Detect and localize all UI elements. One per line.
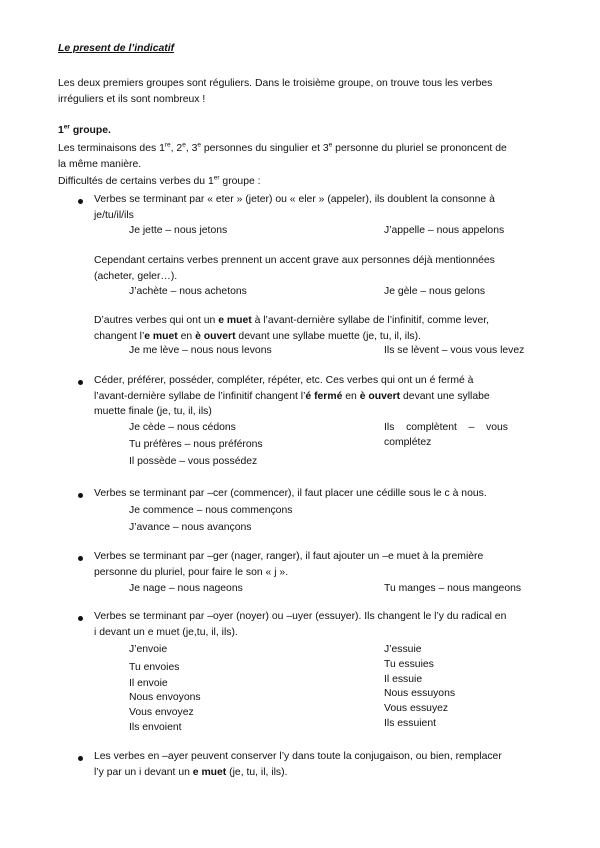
b5-left-1: J’envoie [129,644,168,655]
b3-line-1: Verbes se terminant par –cer (commencer), il faut placer une cédille sous le c à nous. [94,488,487,499]
bullet-6-icon [78,756,83,761]
b5-left-4: Nous envoyons [129,692,201,703]
b2-example-1: Je cède – nous cédons [129,422,236,433]
bullet-4-icon [78,556,83,561]
group-heading: 1er groupe. [58,123,111,136]
bullet-2-icon [78,380,83,385]
b2-line-2: l’avant-dernière syllabe de l’infinitif changent l’é fermé en è ouvert devant une syllabe [94,391,490,402]
b1-line-2: je/tu/il/ils [94,210,134,221]
b5-right-4: Nous essuyons [384,688,456,699]
b4-example-right: Tu manges – nous mangeons [384,583,522,594]
b5-left-2: Tu envoies [129,662,180,673]
terminations-line-2: la même manière. [58,159,142,170]
b5-left-6: Ils envoient [129,722,182,733]
b6-line-1: Les verbes en –ayer peuvent conserver l’y dans toute la conjugaison, ou bien, remplacer [94,751,502,762]
b6-line-2: l’y par un i devant un e muet (je, tu, il, ils). [94,767,288,778]
b5-right-5: Vous essuyez [384,703,449,714]
b2-example-3: Il possède – vous possédez [129,456,258,467]
b5-line-2: i devant un e muet (je,tu, il, ils). [94,627,238,638]
b5-left-5: Vous envoyez [129,707,194,718]
b2-example-2: Tu préfères – nous préférons [129,439,263,450]
difficulties-intro: Difficultés de certains verbes du 1er groupe : [58,174,261,187]
bullet-3-icon [78,493,83,498]
b5-right-6: Ils essuient [384,718,436,729]
page-title: Le present de l’indicatif [58,43,175,54]
b3-example-1: Je commence – nous commençons [129,505,293,516]
b5-right-2: Tu essuies [384,659,434,670]
b1-p2-line-2: (acheter, geler…). [94,271,178,282]
b3-example-2: J’avance – nous avançons [129,522,252,533]
intro-line-1: Les deux premiers groupes sont réguliers. Dans le troisième groupe, on trouve tous les verbes [58,78,493,89]
terminations-line-1: Les terminaisons des 1re, 2e, 3e personnes du singulier et 3e personne du pluriel se prononcent de [58,141,507,154]
b2-example-right-line-1: Ils complètent – vous [384,422,508,433]
b1-p2-line-1: Cependant certains verbes prennent un accent grave aux personnes déjà mentionnées [94,255,495,266]
bullet-1-icon [78,199,83,204]
bullet-5-icon [78,616,83,621]
b5-right-3: Il essuie [384,674,423,685]
b1-example-right: J’appelle – nous appelons [384,225,505,236]
b1-example3-left: Je me lève – nous nous levons [129,345,272,356]
b1-example-left: Je jette – nous jetons [129,225,228,236]
b1-p3-line-1: D’autres verbes qui ont un e muet à l’avant-dernière syllabe de l’infinitif, comme lever, [94,315,490,326]
b1-line-1: Verbes se terminant par « eter » (jeter) ou « eler » (appeler), ils doublent la consonne à [94,194,495,205]
b5-line-1: Verbes se terminant par –oyer (noyer) ou –uyer (essuyer). Ils changent le l’y du radical en [94,611,507,622]
b1-example2-right: Je gèle – nous gelons [384,286,486,297]
b1-example3-right: Ils se lèvent – vous vous levez [384,345,525,356]
b2-line-1: Céder, préférer, posséder, compléter, répéter, etc. Ces verbes qui ont un é fermé à [94,375,474,386]
b4-line-1: Verbes se terminant par –ger (nager, ranger), il faut ajouter un –e muet à la première [94,551,484,562]
b1-p3-line-2: changent l’e muet en è ouvert devant une syllabe muette (je, tu, il, ils). [94,331,421,342]
b1-example2-left: J’achète – nous achetons [129,286,247,297]
b2-line-3: muette finale (je, tu, il, ils) [94,406,212,417]
intro-line-2: irréguliers et ils sont nombreux ! [58,94,206,105]
b5-right-1: J’essuie [384,644,422,655]
b4-line-2: personne du pluriel, pour faire le son « j ». [94,567,289,578]
b2-example-right-line-2: complétez [384,437,432,448]
b5-left-3: Il envoie [129,678,168,689]
b4-example-left: Je nage – nous nageons [129,583,243,594]
